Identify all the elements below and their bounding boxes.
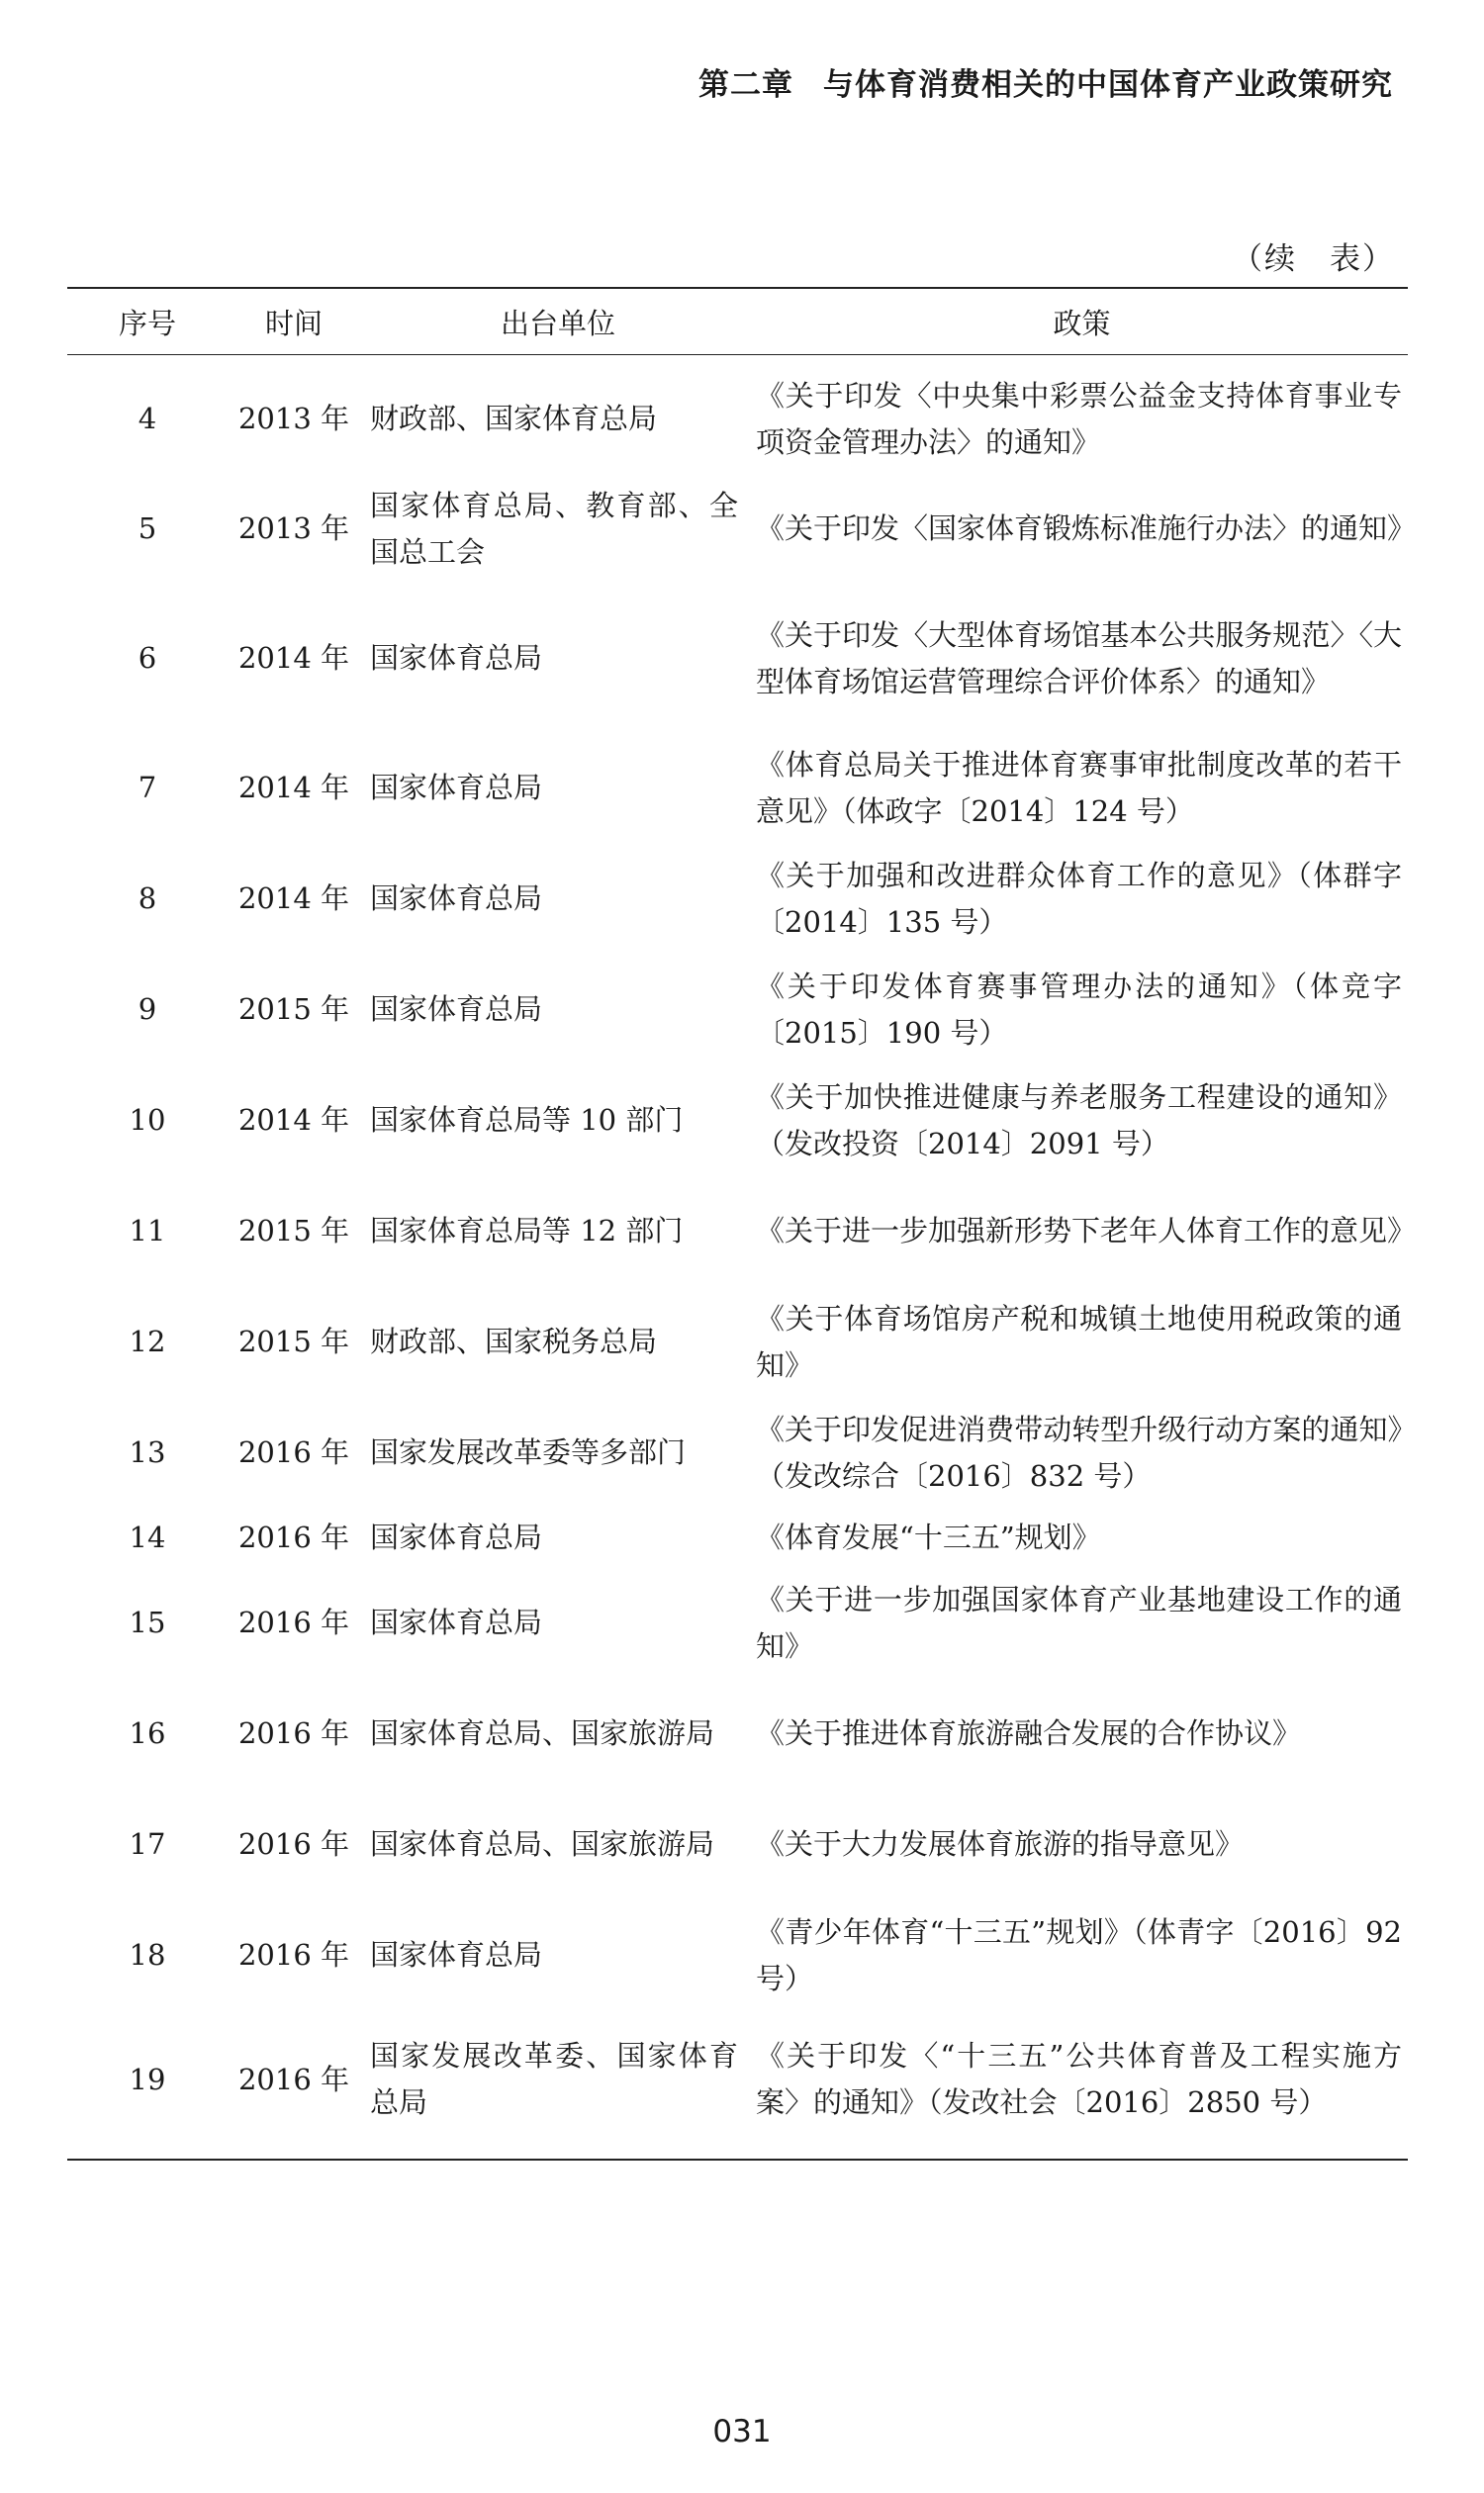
table-row [67, 2011, 1408, 2160]
row-unit: 国家体育总局 [370, 1606, 543, 1639]
column-header-unit: 出台单位 [360, 288, 756, 355]
row-year: 2014 年 [237, 881, 350, 915]
row-year: 2015 年 [237, 1214, 350, 1247]
row-unit: 国家体育总局、国家旅游局 [370, 1716, 715, 1750]
row-number: 14 [129, 1521, 166, 1554]
row-number: 15 [129, 1606, 166, 1639]
row-policy: 《体育发展“十三五”规划》 [756, 1521, 1101, 1554]
row-year: 2016 年 [237, 1827, 350, 1861]
table-row [67, 1679, 1408, 1790]
row-unit: 国家体育总局 [370, 1521, 543, 1554]
row-policy: 《关于大力发展体育旅游的指导意见》 [756, 1827, 1245, 1861]
row-unit: 财政部、国家税务总局 [370, 1325, 658, 1358]
row-year: 2016 年 [237, 1938, 350, 1972]
table-row [67, 1176, 1408, 1287]
row-year: 2016 年 [237, 1606, 350, 1639]
row-number: 16 [129, 1716, 166, 1750]
column-header-policy: 政策 [756, 288, 1408, 355]
row-unit: 国家发展改革委、国家体育总局 [360, 2011, 756, 2160]
row-policy: 《关于加快推进健康与养老服务工程建设的通知》（发改投资〔2014〕2091 号） [756, 1079, 1402, 1160]
row-policy: 《关于进一步加强新形势下老年人体育工作的意见》 [756, 1214, 1417, 1247]
row-number: 4 [138, 402, 157, 436]
row-unit: 国家体育总局 [370, 881, 543, 915]
row-number: 17 [129, 1827, 166, 1861]
table-row [67, 844, 1408, 955]
row-number: 11 [129, 1214, 166, 1247]
row-unit: 国家体育总局等 10 部门 [370, 1103, 684, 1137]
row-year: 2016 年 [237, 1521, 350, 1554]
row-year: 2013 年 [237, 402, 350, 436]
row-unit: 国家体育总局 [370, 992, 543, 1026]
continued-label: （续 表） [1232, 241, 1395, 277]
policy-table [67, 287, 1417, 2161]
row-year: 2015 年 [237, 992, 350, 1026]
table-row [67, 955, 1408, 1065]
page-number: 031 [712, 2414, 772, 2449]
row-number: 5 [138, 511, 157, 545]
row-number: 19 [67, 2011, 228, 2160]
row-policy: 《关于体育场馆房产税和城镇土地使用税政策的通知》 [756, 1301, 1402, 1382]
row-unit: 国家体育总局 [370, 641, 543, 675]
table-row [67, 1790, 1408, 1900]
row-number: 18 [129, 1938, 166, 1972]
row-number: 8 [138, 881, 157, 915]
chapter-label: 第二章 [698, 67, 793, 103]
row-number: 6 [138, 641, 157, 675]
table-row [67, 1398, 1408, 1509]
row-policy: 《关于印发〈大型体育场馆基本公共服务规范〉〈大型体育场馆运营管理综合评价体系〉的通知》 [756, 617, 1402, 698]
column-header-no: 序号 [67, 288, 228, 355]
row-unit: 国家体育总局、教育部、全国总工会 [370, 488, 738, 569]
chapter-title: 与体育消费相关的中国体育产业政策研究 [823, 67, 1393, 103]
table-header-row [67, 288, 1408, 355]
row-policy: 《关于印发体育赛事管理办法的通知》（体竞字〔2015〕190 号） [756, 969, 1402, 1050]
row-policy: 《青少年体育“十三五”规划》（体青字〔2016〕92 号） [756, 1914, 1402, 1995]
table-row [67, 1065, 1408, 1176]
row-policy: 《关于进一步加强国家体育产业基地建设工作的通知》 [756, 1582, 1402, 1663]
row-unit: 国家体育总局 [370, 1938, 543, 1972]
row-year: 2014 年 [237, 1103, 350, 1137]
row-year: 2016 年 [237, 1716, 350, 1750]
column-header-year: 时间 [228, 288, 360, 355]
row-year: 2014 年 [237, 771, 350, 804]
row-unit: 国家体育总局等 12 部门 [370, 1214, 684, 1247]
row-number: 13 [129, 1435, 166, 1469]
row-unit: 国家体育总局、国家旅游局 [370, 1827, 715, 1861]
table-row [67, 355, 1408, 474]
row-year: 2013 年 [237, 511, 350, 545]
table-row [67, 733, 1408, 844]
row-year: 2016 年 [237, 1435, 350, 1469]
table-row [67, 1287, 1408, 1398]
table-row [67, 474, 1408, 585]
row-policy: 《关于印发〈中央集中彩票公益金支持体育事业专项资金管理办法〉的通知》 [756, 378, 1402, 459]
row-number: 9 [138, 992, 157, 1026]
row-unit: 国家发展改革委等多部门 [370, 1435, 687, 1469]
row-unit: 国家体育总局 [370, 771, 543, 804]
row-unit: 财政部、国家体育总局 [370, 402, 658, 436]
row-year: 2015 年 [237, 1325, 350, 1358]
row-number: 10 [129, 1103, 166, 1137]
row-policy: 《关于印发〈“十三五”公共体育普及工程实施方案〉的通知》（发改社会〔2016〕2850 号） [756, 2011, 1408, 2160]
row-year: 2016 年 [228, 2011, 360, 2160]
table-row [67, 1900, 1408, 2011]
row-policy: 《关于推进体育旅游融合发展的合作协议》 [756, 1716, 1302, 1750]
table-row [67, 585, 1408, 733]
table-row [67, 1568, 1408, 1679]
row-policy: 《体育总局关于推进体育赛事审批制度改革的若干意见》（体政字〔2014〕124 号） [756, 747, 1402, 828]
row-number: 12 [129, 1325, 166, 1358]
row-policy: 《关于印发促进消费带动转型升级行动方案的通知》（发改综合〔2016〕832 号） [756, 1412, 1402, 1493]
running-header [698, 59, 1393, 104]
table-row [67, 1509, 1408, 1568]
row-policy: 《关于加强和改进群众体育工作的意见》（体群字〔2014〕135 号） [756, 858, 1402, 939]
row-policy: 《关于印发〈国家体育锻炼标准施行办法〉的通知》 [756, 511, 1417, 545]
row-year: 2014 年 [237, 641, 350, 675]
row-number: 7 [138, 771, 157, 804]
